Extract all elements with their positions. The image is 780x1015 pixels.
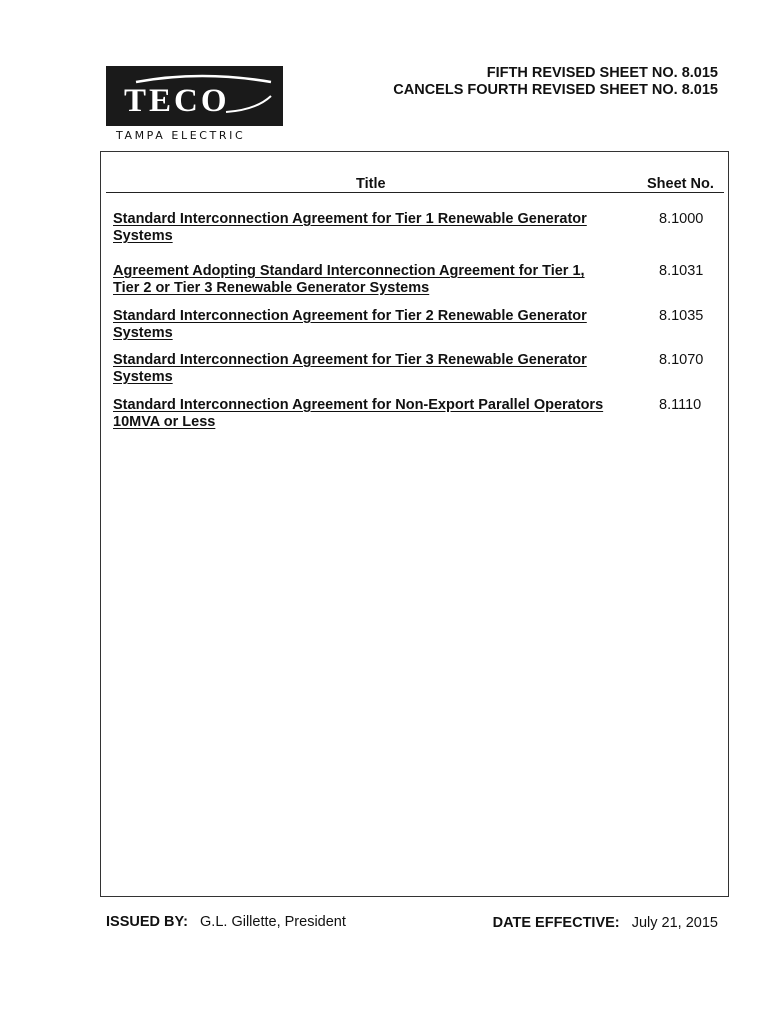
date-effective-value: July 21, 2015: [631, 915, 718, 931]
list-item-sheet-no: 8.1031: [659, 263, 704, 279]
logo-text: TECO: [124, 83, 230, 119]
sheet-number-header: [393, 65, 718, 99]
sheetno-column-header: Sheet No.: [647, 176, 714, 192]
issued-by-value: G.L. Gillette, President: [200, 914, 346, 930]
list-item-title: Standard Interconnection Agreement for Tier 1 Renewable Generator Systems: [113, 211, 587, 244]
issued-by-label: ISSUED BY:: [106, 914, 188, 930]
sheet-number-line: FIFTH REVISED SHEET NO. 8.015: [486, 65, 718, 81]
issued-by: [106, 914, 346, 930]
list-item-title: Standard Interconnection Agreement for Tier 3 Renewable Generator Systems: [113, 352, 587, 385]
list-item-sheet-no: 8.1035: [659, 308, 704, 324]
teco-logo-mark: [106, 66, 283, 126]
company-logo: [106, 66, 283, 126]
cancels-sheet-line: CANCELS FOURTH REVISED SHEET NO. 8.015: [393, 82, 718, 98]
list-item-title: Standard Interconnection Agreement for Non-Export Parallel Operators 10MVA or Less: [113, 397, 604, 430]
title-column-header: Title: [356, 176, 386, 192]
list-item-sheet-no: 8.1110: [659, 397, 702, 413]
list-item-title: Agreement Adopting Standard Interconnection Agreement for Tier 1, Tier 2 or Tier 3 Renewable Generator Systems: [113, 263, 585, 296]
logo-subtitle: TAMPA ELECTRIC: [116, 129, 246, 142]
list-item-title: Standard Interconnection Agreement for Tier 2 Renewable Generator Systems: [113, 308, 587, 341]
date-effective-label: DATE EFFECTIVE:: [492, 915, 620, 931]
list-item-sheet-no: 8.1070: [659, 352, 704, 368]
header-divider: [106, 192, 724, 193]
date-effective: [493, 915, 718, 931]
list-item-sheet-no: 8.1000: [659, 211, 704, 227]
